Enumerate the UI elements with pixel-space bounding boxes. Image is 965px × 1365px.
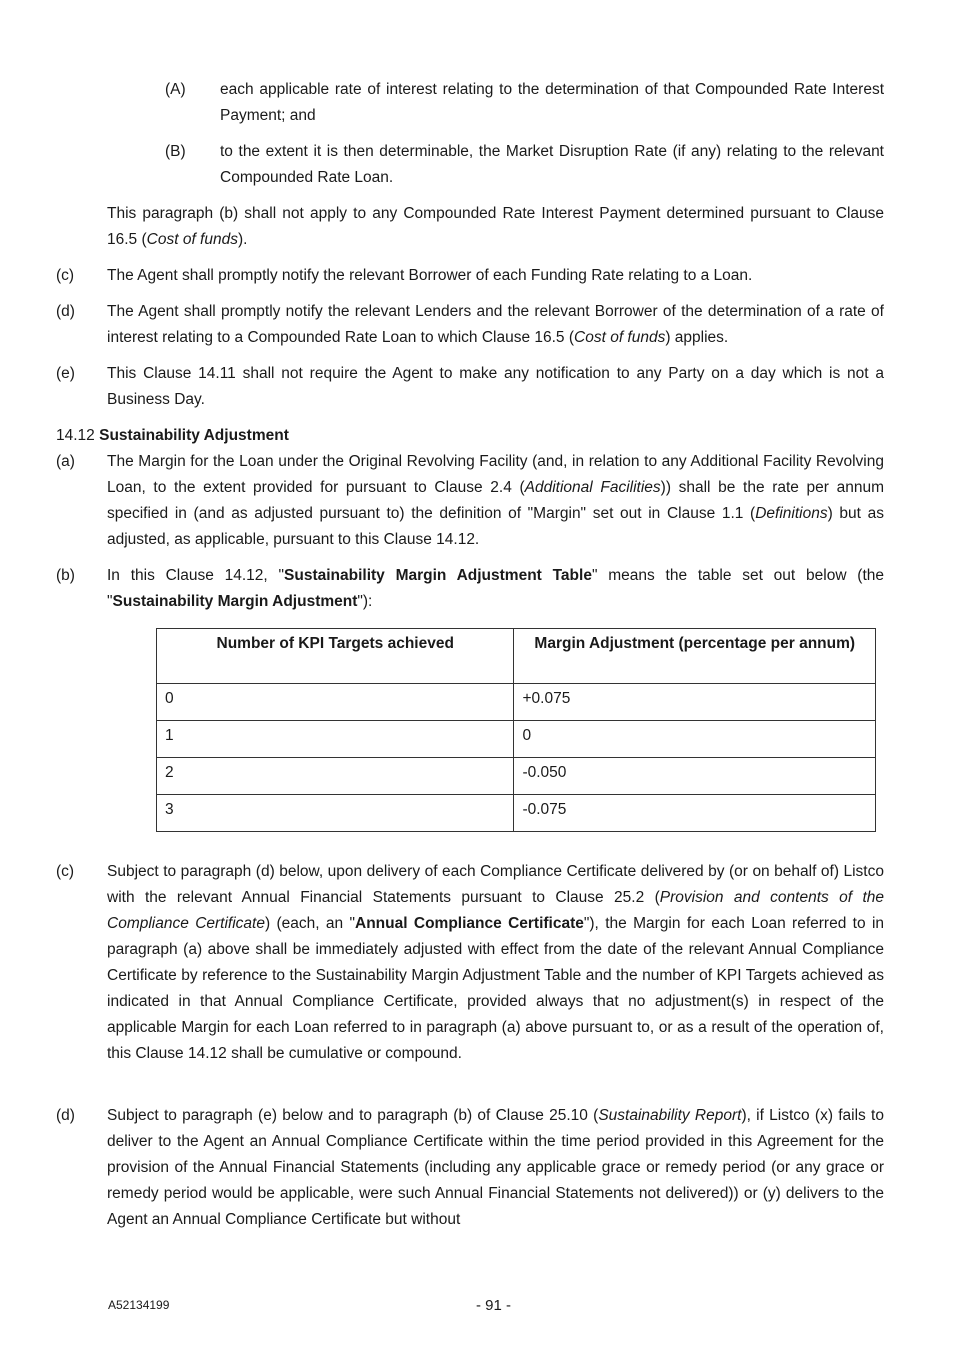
defined-term: Annual Compliance Certificate xyxy=(355,915,584,932)
text-run: ), if Listco (x) fails to deliver to the Agent an Annual Compliance Certificate within the time period provided in this Agreement for the provision of the Annual Financial Statements (including any applicable grace or remedy period (or any grace or remedy period would be applicable, were such Annual Financial Statements not delivered)) or (y) delivers to the Agent an Annual Compliance Certificate but without xyxy=(107,1107,884,1228)
text-run: " means the table set out below (the " xyxy=(107,567,884,610)
table-cell: 3 xyxy=(157,795,514,832)
table-row xyxy=(157,758,876,795)
item-text-1412-a xyxy=(107,449,884,553)
sustainability-margin-adjustment-table xyxy=(156,628,876,832)
text-run: "), the Margin for each Loan referred to in paragraph (a) above shall be immediately adjusted with effect from the date of the relevant Annual Compliance Certificate by reference to the Sustainability Margin Adjustment Table and the number of KPI Targets achieved as indicated in that Annual Compliance Certificate, provided always that no adjustment(s) in respect of the applicable Margin for each Loan referred to in paragraph (a) above pursuant to, or as a result of the operation of, this Clause 14.12 shall be cumulative or compound. xyxy=(107,915,885,1062)
table-cell: -0.050 xyxy=(514,758,876,795)
table-row xyxy=(157,795,876,832)
paragraph-b-note xyxy=(107,201,884,253)
table-row xyxy=(157,721,876,758)
table-cell: -0.075 xyxy=(514,795,876,832)
item-label-1412-c: (c) xyxy=(56,863,75,880)
item-label-1412-b: (b) xyxy=(56,567,75,584)
text-run: ) (each, an " xyxy=(264,915,355,932)
text-run: Subject to paragraph (d) below, upon delivery of each Compliance Certificate delivered by (or on behalf of) Listco with the relevant Annual Financial Statements pursuant to Clause 25.2 ( xyxy=(107,863,884,906)
item-text-1412-b xyxy=(107,563,884,615)
item-label-1412-a: (a) xyxy=(56,453,75,470)
table-cell: 0 xyxy=(514,721,876,758)
clause-reference: Provision and contents of the Compliance Certificate xyxy=(107,889,885,932)
defined-term: Sustainability Margin Adjustment Table xyxy=(284,567,592,584)
table-header-row xyxy=(157,629,876,684)
text-run: Subject to paragraph (e) below and to paragraph (b) of Clause 25.10 ( xyxy=(107,1107,599,1124)
text-run: This paragraph (b) shall not apply to any Compounded Rate Interest Payment determined pursuant to Clause 16.5 ( xyxy=(107,205,884,248)
table-row xyxy=(157,684,876,721)
item-label-d: (d) xyxy=(56,303,75,320)
column-header-kpi-targets: Number of KPI Targets achieved xyxy=(157,629,514,684)
item-text-e: This Clause 14.11 shall not require the Agent to make any notification to any Party on a day which is not a Business Day. xyxy=(107,365,884,408)
text-run: The Agent shall promptly notify the relevant Lenders and the relevant Borrower of the determination of a rate of interest relating to a Compounded Rate Loan to which Clause 16.5 ( xyxy=(107,303,884,346)
item-label-1412-d: (d) xyxy=(56,1107,75,1124)
item-label-B: (B) xyxy=(165,143,186,160)
table-cell: +0.075 xyxy=(514,684,876,721)
clause-reference: Additional Facilities xyxy=(524,479,661,496)
item-label-c: (c) xyxy=(56,267,75,284)
table-cell: 1 xyxy=(157,721,514,758)
section-number: 14.12 xyxy=(56,427,95,444)
item-text-d xyxy=(107,299,884,351)
text-run: ) applies. xyxy=(665,329,729,346)
item-label-e: (e) xyxy=(56,365,75,382)
item-text-B: to the extent it is then determinable, the Market Disruption Rate (if any) relating to the relevant Compounded Rate Loan. xyxy=(220,143,884,186)
item-text-1412-d xyxy=(107,1103,884,1233)
text-run: ). xyxy=(237,231,248,248)
defined-term: Sustainability Margin Adjustment xyxy=(112,593,358,610)
page-number: - 91 - xyxy=(476,1297,512,1314)
item-label-A: (A) xyxy=(165,81,186,98)
column-header-margin-adjustment: Margin Adjustment (percentage per annum) xyxy=(514,629,876,684)
clause-reference: Sustainability Report xyxy=(598,1107,742,1124)
item-text-A: each applicable rate of interest relating to the determination of that Compounded Rate Interest Payment; and xyxy=(220,81,884,124)
clause-reference: Cost of funds xyxy=(574,329,666,346)
section-title: Sustainability Adjustment xyxy=(99,427,289,444)
clause-reference: Definitions xyxy=(755,505,828,522)
table-cell: 2 xyxy=(157,758,514,795)
document-id: A52134199 xyxy=(108,1298,170,1312)
text-run: In this Clause 14.12, " xyxy=(107,567,285,584)
section-heading xyxy=(56,423,289,449)
item-text-1412-c xyxy=(107,859,884,1067)
clause-reference: Cost of funds xyxy=(146,231,238,248)
text-run: The Margin for the Loan under the Original Revolving Facility (and, in relation to any Additional Facility Revolving Loan, to the extent provided for pursuant to Clause 2.4 ( xyxy=(107,453,884,496)
text-run: "): xyxy=(357,593,373,610)
text-run: ) but as adjusted, as applicable, pursuant to this Clause 14.12. xyxy=(107,505,884,548)
item-text-c: The Agent shall promptly notify the relevant Borrower of each Funding Rate relating to a Loan. xyxy=(107,267,753,284)
table-cell: 0 xyxy=(157,684,514,721)
text-run: )) shall be the rate per annum specified in (and as adjusted pursuant to) the definition of "Margin" set out in Clause 1.1 ( xyxy=(107,479,884,522)
